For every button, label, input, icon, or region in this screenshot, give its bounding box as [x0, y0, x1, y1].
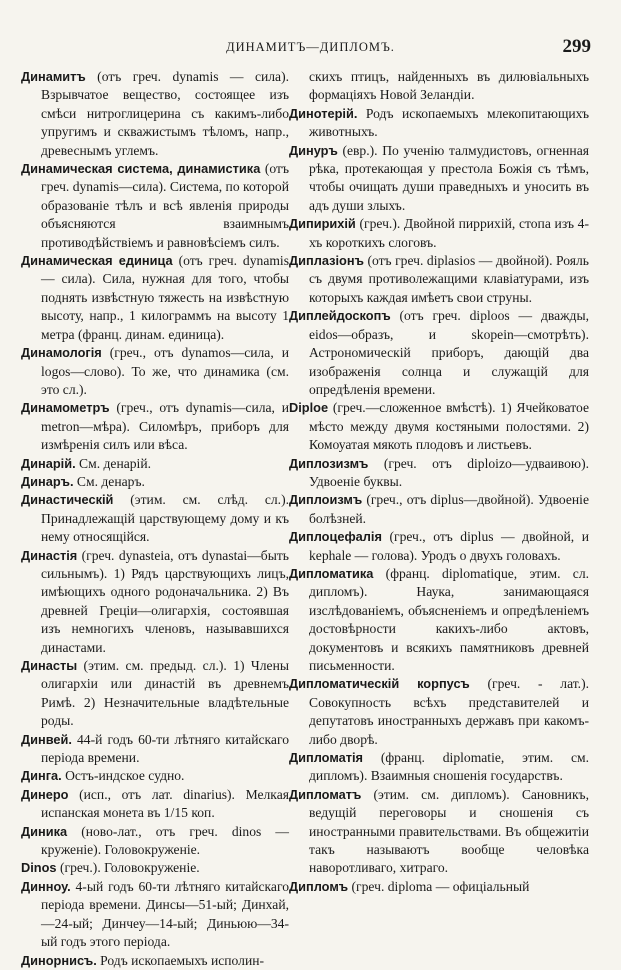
entry-headword: Diploe — [289, 400, 329, 416]
entry-definition: См. денаръ. — [73, 473, 145, 489]
dictionary-entry — [21, 859, 289, 877]
dictionary-entry — [289, 399, 589, 454]
entry-definition: (греч.). Двойной пиррихій, стопа изъ 4-хъ короткихъ слоговъ. — [309, 216, 589, 250]
entry-headword: Динамометръ — [21, 400, 110, 416]
dictionary-entry — [289, 455, 589, 492]
entry-headword: Диплоизмъ — [289, 492, 363, 508]
dictionary-entry — [21, 786, 289, 823]
entry-headword: Динорнисъ. — [21, 952, 97, 968]
dictionary-entry — [21, 767, 289, 785]
entry-headword: Динуръ — [289, 142, 338, 158]
dictionary-entry — [21, 547, 289, 657]
entry-headword: Динамическая единица — [21, 253, 173, 269]
entry-definition: (греч.—сложенное вмѣстѣ). 1) Ячейковатое мѣсто между двумя костяными полостями. 2) Комоуатая мякоть плодовъ и листьевъ. — [309, 400, 589, 453]
dictionary-entry — [21, 473, 289, 491]
dictionary-entry — [21, 952, 289, 970]
page-header — [0, 36, 621, 62]
entry-headword: Динотерій. — [289, 105, 358, 121]
dictionary-entry — [289, 105, 589, 142]
entry-definition: 44-й годъ 60-ти лѣтняго китайскаго періода времени. — [41, 731, 289, 766]
entry-definition: (греч. - лат.). Совокупность всѣхъ представителей и депутатовъ иностранныхъ державъ при какомъ-либо дворѣ. — [309, 676, 589, 747]
entry-headword: Диплазіонъ — [289, 253, 364, 269]
dictionary-entry — [21, 823, 289, 860]
entry-headword: Динеро — [21, 786, 69, 802]
entry-definition: Родъ ископаемыхъ исполин- — [96, 952, 265, 968]
entry-definition: (этим. см. предыд. сл.). 1) Члены олигархіи или династій въ древнемъ Римѣ. 2) Незначительные владѣтельные роды. — [41, 658, 289, 729]
left-column — [21, 68, 289, 970]
entry-headword: Диника — [21, 823, 68, 839]
entry-headword: Динамитъ — [21, 69, 86, 84]
entry-headword: Дипломатическій корпусъ — [289, 676, 470, 692]
entry-definition: (ново-лат., отъ греч. dinos — круженіе). Головокруженіе. — [41, 823, 289, 858]
entry-headword: Династы — [21, 658, 78, 673]
dictionary-entry — [21, 491, 289, 546]
entry-headword: Динарій. — [21, 455, 76, 471]
dictionary-entry — [21, 160, 289, 252]
entry-headword: Динамическая система, динамистика — [21, 161, 261, 177]
entry-definition: (франц. diplomatique, этим. сл. дипломъ). Наука, занимающаяся изслѣдованіемъ, объясненіемъ и опредѣленіемъ достовѣрности какихъ-либо актовъ, документовъ и всякихъ памятниковъ древней письменности. — [309, 565, 589, 673]
entry-headword: Дипломъ — [289, 878, 349, 894]
dictionary-entry — [289, 142, 589, 216]
entry-headword: Динаръ. — [21, 473, 74, 489]
continued-entry-text: скихъ птицъ, найденныхъ въ дилювіальныхъ формаціяхъ Новой Зеландіи. — [309, 69, 589, 103]
dictionary-entry — [289, 307, 589, 399]
entry-headword: Dinos — [21, 860, 57, 876]
entry-definition: (отъ греч. diploos — дважды, eidos—образъ, и skopein—смотрѣть). Астрономическій приборъ, дающій два изображенія солнца и служащій для опредѣленія времени. — [309, 308, 589, 397]
right-column — [289, 68, 589, 896]
entry-headword: Дипломатъ — [289, 786, 362, 802]
dictionary-entry — [289, 491, 589, 528]
entry-headword: Дипирихій — [289, 216, 356, 232]
dictionary-entry — [289, 786, 589, 878]
entry-definition: Остъ-индское судно. — [61, 768, 185, 784]
entry-definition: (отъ греч. dynamis—сила). Система, по которой образованіе тѣлъ и всѣ явленія природы объясняются взаимнымъ противодѣйствіемъ и равновѣсіемъ силъ. — [41, 161, 289, 250]
dictionary-entry — [21, 657, 289, 731]
running-head: ДИНАМИТЪ—ДИПЛОМЪ. — [226, 40, 395, 54]
dictionary-entry — [21, 252, 289, 344]
entry-headword: Династія — [21, 547, 78, 563]
dictionary-entry — [21, 399, 289, 454]
entry-headword: Динга. — [21, 768, 62, 784]
entry-headword: Динноу. — [21, 878, 71, 894]
page-number: 299 — [562, 36, 591, 57]
dictionary-entry — [289, 252, 589, 307]
entry-headword: Диплейдоскопъ — [289, 308, 391, 324]
entry-definition: (греч. diploma — офиціальный — [348, 878, 530, 894]
entry-definition: (греч., отъ diplus — двойной, и kephale — голова). Уродъ о двухъ головахъ. — [309, 529, 589, 563]
dictionary-entry — [289, 878, 589, 896]
entry-definition: (греч. отъ diploizo—удваивою). Удвоеніе буквы. — [309, 455, 589, 489]
entry-definition: (греч. dynasteia, отъ dynastai—быть сильнымъ). 1) Рядъ царствующихъ лицъ, имѣющихъ одного родоначальника. 2) Въ древней Греціи—олигархія, состоявшая изъ немногихъ членовъ, называвшихся династами. — [41, 547, 289, 655]
entry-definition: (отъ греч. dynamis — сила). Сила, нужная для того, чтобы поднять извѣстную тяжесть на извѣстную высоту, напр., 1 килограммъ на высоту 1 метра (франц. динам. единица). — [41, 253, 290, 342]
entry-definition: (греч., отъ dynamis—сила, и metron—мѣра). Силомѣръ, приборъ для измѣренія силъ или вѣса. — [41, 400, 289, 453]
entry-definition: (франц. diplomatie, этим. см. дипломъ). Взаимныя сношенія государствъ. — [309, 750, 589, 784]
entry-definition: (греч., отъ diplus—двойной). Удвоеніе болѣзней. — [309, 492, 589, 526]
dictionary-entry — [21, 878, 289, 952]
dictionary-entry — [289, 565, 589, 675]
entry-definition: (этим. см. слѣд. сл.). Принадлежащій царствующему дому и къ нему относящійся. — [41, 492, 289, 545]
entry-headword: Динамологія — [21, 345, 102, 361]
entry-headword: Дипломатика — [289, 565, 374, 581]
entry-headword: Дипломатія — [289, 750, 364, 766]
entry-definition: (греч., отъ dynamos—сила, и logos—слово). То же, что динамика (см. это сл.). — [41, 345, 289, 397]
entry-headword: Динвей. — [21, 731, 72, 747]
entry-definition: (исп., отъ лат. dinarius). Мелкая испанская монета въ 1/15 коп. — [41, 786, 289, 821]
dictionary-entry — [289, 675, 589, 749]
entry-definition: 4-ый годъ 60-ти лѣтняго китайскаго періода времени. Динсы—51-ый; Динхай,—24-ый; Динчеу—14-ый; Диньюю—34-ый годъ этого періода. — [41, 878, 289, 950]
dictionary-entry — [289, 215, 589, 252]
dictionary-entry — [289, 749, 589, 786]
entry-headword: Диплозизмъ — [289, 455, 369, 471]
entry-headword: Династическій — [21, 492, 114, 508]
entry-definition: (отъ греч. dynamis — сила). Взрывчатое вещество, состоящее изъ смѣси нитроглицерина съ какимъ-либо упругимъ и скважистымъ тѣломъ, напр., древеснымъ углемъ. — [41, 69, 289, 158]
dictionary-entry — [21, 68, 289, 160]
entry-definition: (евр.). По ученію талмудистовъ, огненная рѣка, протекающая у престола Божія съ тѣмъ, чтобы очищать души праведныхъ и уносить въ адъ души злыхъ. — [309, 142, 589, 213]
entry-definition: (этим. см. дипломъ). Сановникъ, ведущій переговоры и сношенія съ иностранными правительствами. Въ общежитіи такъ называютъ вообще человѣка наворотливаго, хитраго. — [309, 786, 589, 876]
entry-definition: (греч.). Головокруженіе. — [56, 860, 200, 876]
entry-definition: См. денарій. — [75, 455, 151, 471]
entry-definition: Родъ ископаемыхъ млекопитающихъ животныхъ. — [309, 105, 589, 140]
entry-headword: Диплоцефалія — [289, 529, 382, 545]
dictionary-entry — [289, 528, 589, 565]
dictionary-entry — [21, 344, 289, 399]
dictionary-entry — [21, 455, 289, 473]
entry-definition: (отъ греч. diplasios — двойной). Рояль съ двумя противолежащими клавіатурами, изъ которыхъ каждая имѣетъ свои струны. — [309, 253, 589, 305]
dictionary-entry — [21, 731, 289, 768]
